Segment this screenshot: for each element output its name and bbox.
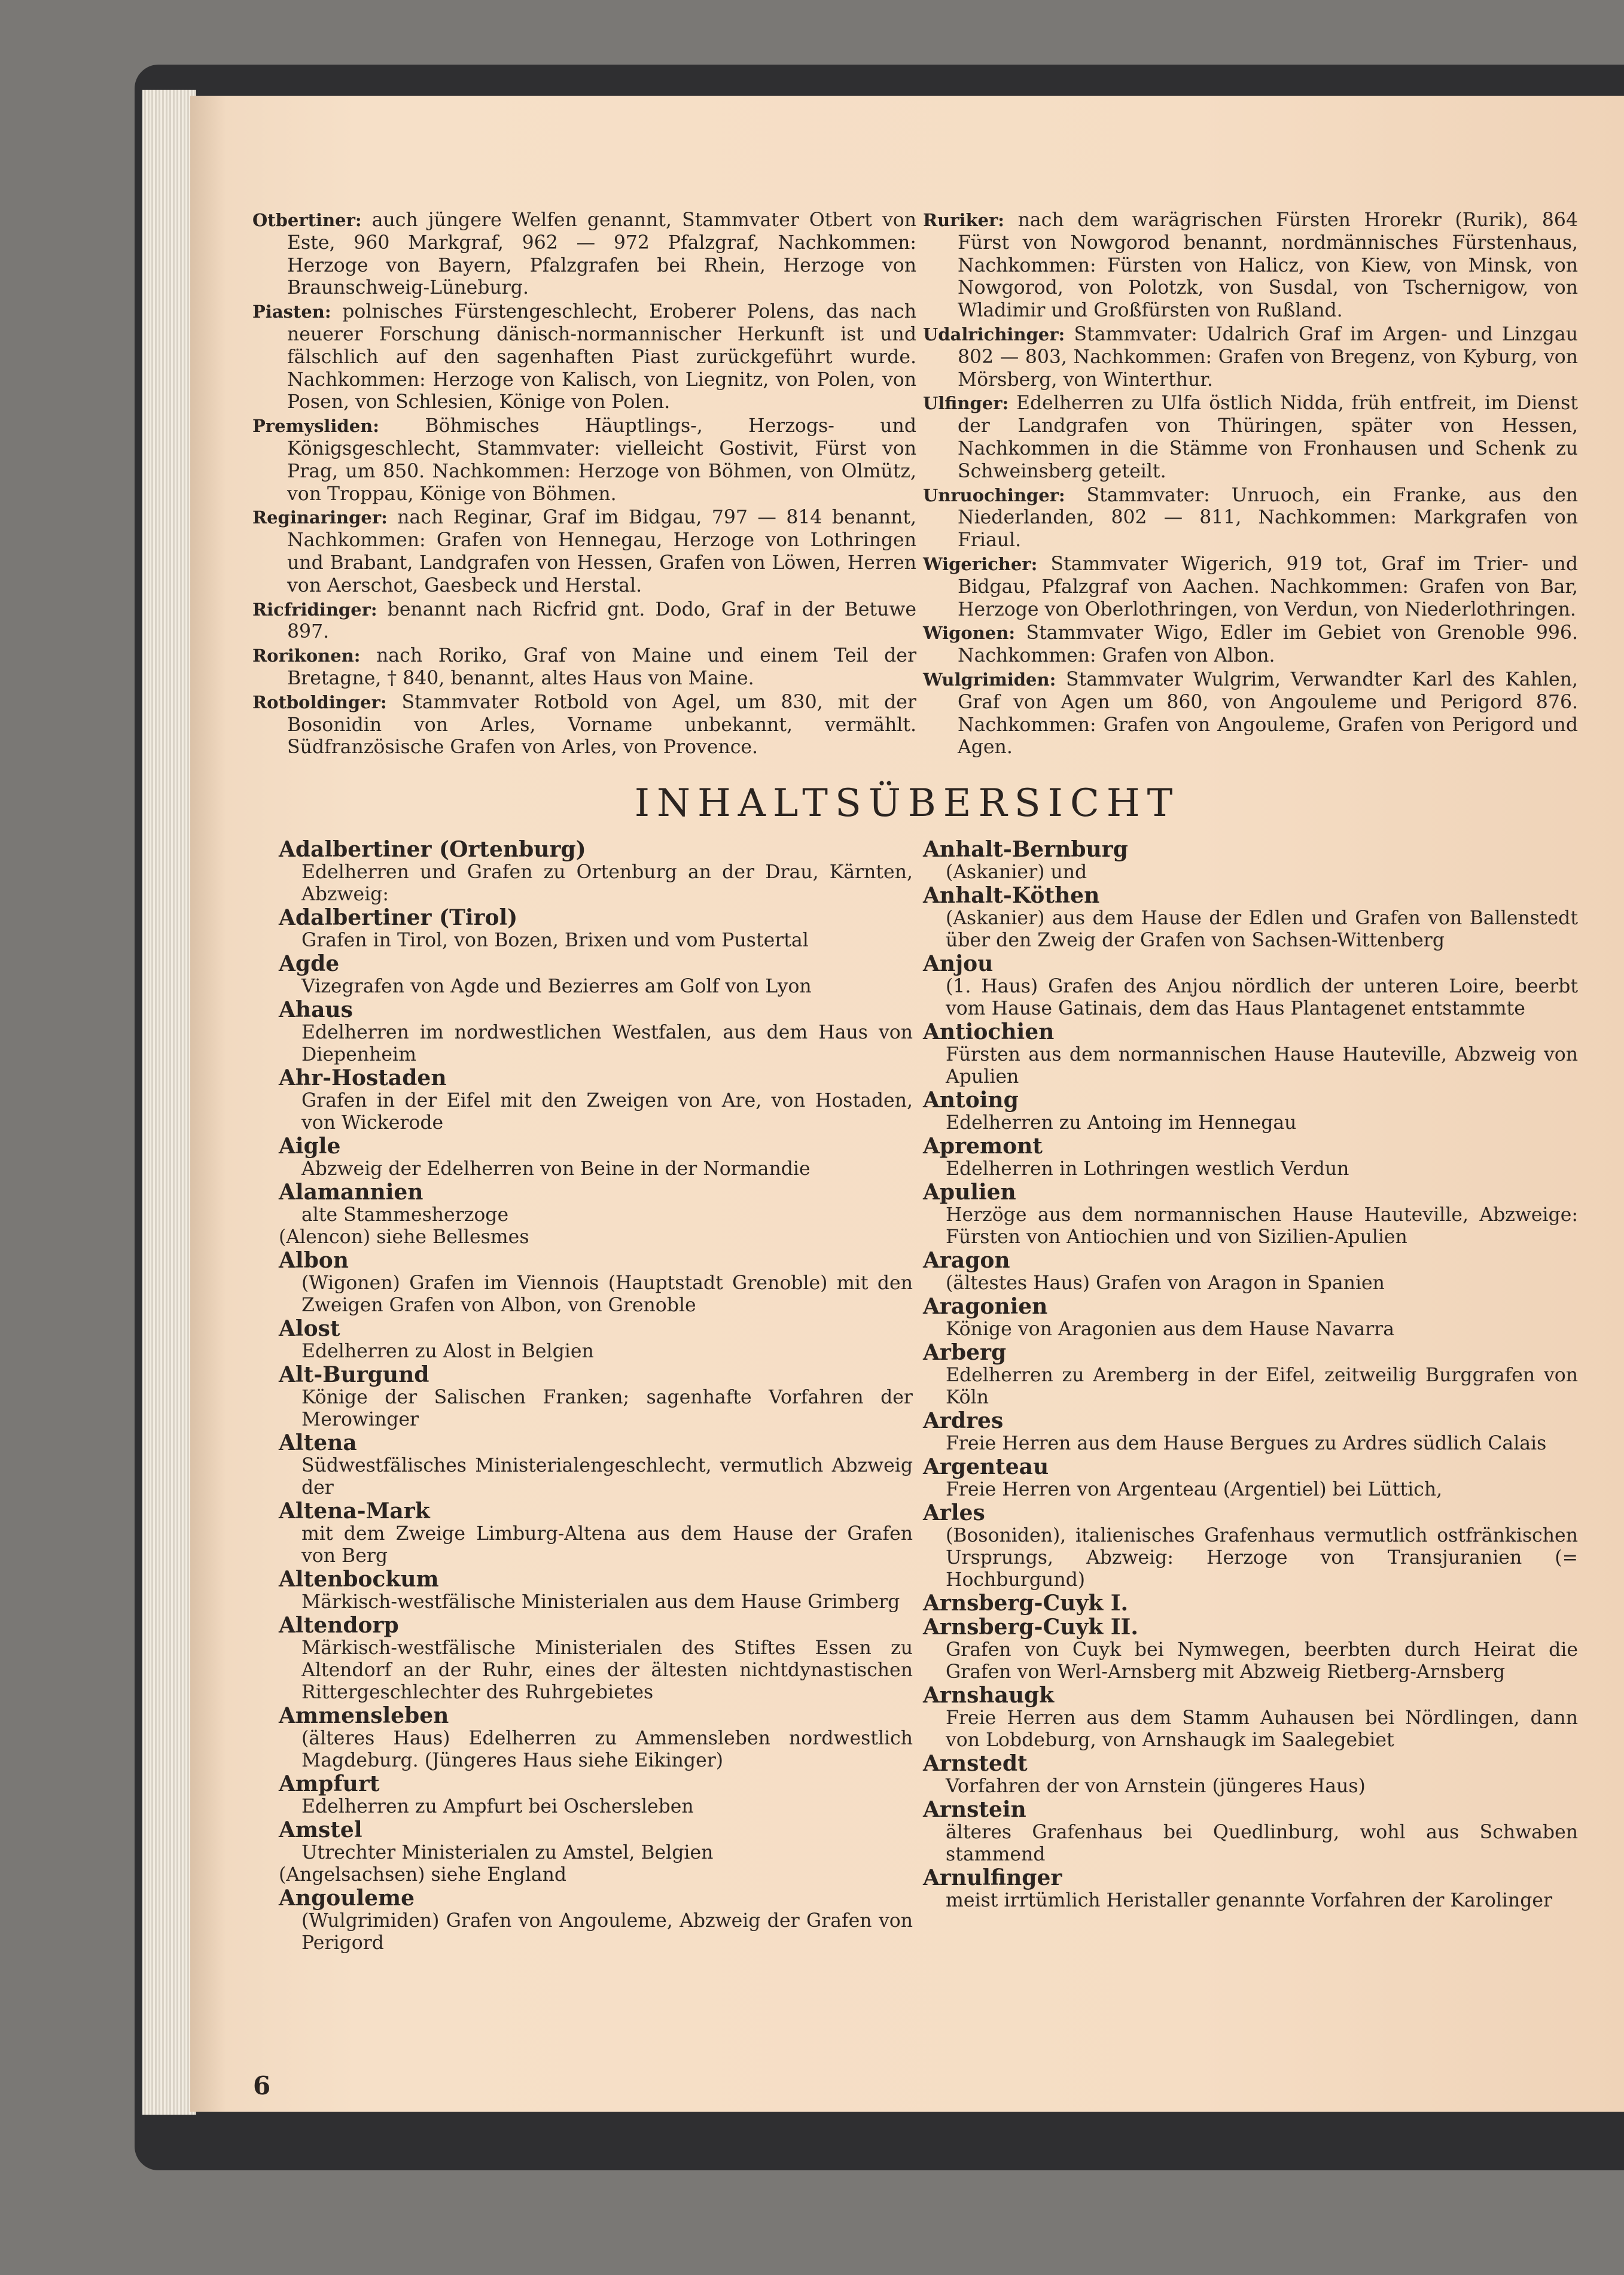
glossary-entry bbox=[923, 392, 1578, 483]
contents-entry bbox=[279, 1613, 913, 1704]
glossary-column-left bbox=[252, 209, 916, 760]
contents-description: (Bosoniden), italienisches Grafenhaus vermutlich ostfränkischen Ursprungs, Abzweig: Herzoge von Transjuranien (= Hochburgund) bbox=[946, 1525, 1578, 1591]
contents-heading: Angouleme bbox=[279, 1886, 415, 1911]
contents-description: Grafen in der Eifel mit den Zweigen von Are, von Hostaden, von Wickerode bbox=[301, 1090, 913, 1134]
contents-description: Südwestfälisches Ministerialengeschlecht, vermutlich Abzweig der bbox=[301, 1455, 913, 1499]
contents-entry bbox=[923, 1341, 1578, 1409]
glossary-term: Premysliden: bbox=[252, 416, 379, 437]
contents-entry bbox=[923, 1591, 1578, 1615]
contents-description: Märkisch-westfälische Ministerialen aus dem Hause Grimberg bbox=[301, 1591, 900, 1613]
glossary-entry bbox=[252, 692, 916, 759]
contents-entry bbox=[279, 1363, 913, 1431]
contents-description: Edelherren zu Ampfurt bei Oschersleben bbox=[301, 1796, 694, 1817]
contents-heading: Aigle bbox=[279, 1134, 341, 1159]
contents-heading: Altenbockum bbox=[279, 1567, 439, 1592]
glossary-entry bbox=[923, 485, 1578, 552]
contents-entry bbox=[923, 1248, 1578, 1295]
contents-heading: Antoing bbox=[923, 1088, 1019, 1113]
contents-heading: Alamannien bbox=[279, 1180, 423, 1205]
contents-entry bbox=[279, 1248, 913, 1317]
contents-heading: Adalbertiner (Ortenburg) bbox=[279, 837, 586, 862]
contents-heading: Arnstedt bbox=[923, 1751, 1028, 1776]
contents-heading: Ammensleben bbox=[279, 1703, 449, 1728]
contents-heading: Adalbertiner (Tirol) bbox=[279, 905, 518, 930]
contents-description: meist irrtümlich Heristaller genannte Vorfahren der Karolinger bbox=[946, 1890, 1553, 1911]
contents-heading: Arnsberg-Cuyk II. bbox=[923, 1615, 1138, 1640]
contents-entry bbox=[923, 1752, 1578, 1798]
contents-entry bbox=[279, 1772, 913, 1818]
contents-heading: Arles bbox=[923, 1500, 985, 1525]
contents-cross-reference: (Angelsachsen) siehe England bbox=[279, 1864, 567, 1886]
glossary-entry bbox=[923, 622, 1578, 668]
contents-heading: Altena bbox=[279, 1430, 357, 1455]
page-gutter-shadow bbox=[190, 96, 226, 2112]
contents-entry bbox=[923, 1683, 1578, 1752]
contents-heading: Ampfurt bbox=[279, 1771, 380, 1796]
book-page bbox=[190, 96, 1624, 2112]
contents-heading: Anjou bbox=[923, 951, 994, 976]
glossary-text: nach Roriko, Graf von Maine und einem Teil der Bretagne, † 840, benannt, altes Haus von Maine. bbox=[287, 645, 917, 689]
glossary-entry bbox=[252, 415, 916, 505]
contents-entry bbox=[923, 1501, 1578, 1591]
contents-description: Edelherren und Grafen zu Ortenburg an der Drau, Kärnten, Abzweig: bbox=[301, 861, 913, 905]
contents-description: Edelherren zu Aremberg in der Eifel, zeitweilig Burggrafen von Köln bbox=[946, 1365, 1578, 1408]
contents-description: Freie Herren aus dem Stamm Auhausen bei Nördlingen, dann von Lobdeburg, von Arnshaugk im Saalegebiet bbox=[946, 1707, 1578, 1751]
contents-entry bbox=[923, 1455, 1578, 1501]
page-number: 6 bbox=[253, 2071, 271, 2100]
contents-entry bbox=[279, 1317, 913, 1363]
contents-description: alte Stammesherzoge bbox=[301, 1204, 509, 1226]
contents-description: Vizegrafen von Agde und Bezierres am Golf von Lyon bbox=[301, 976, 812, 997]
contents-entry bbox=[923, 1180, 1578, 1248]
glossary-text: polnisches Fürstengeschlecht, Eroberer Polens, das nach neuerer Forschung dänisch-normannischer Herkunft ist und fälschlich auf den sagenhaften Piast zurückgeführt wurde. Nachkommen: Herzoge von Kalisch, von Liegnitz, von Polen, von Posen, von Schlesien, Könige von Polen. bbox=[287, 301, 916, 413]
glossary-text: Stammvater: Unruoch, ein Franke, aus den Niederlanden, 802 — 811, Nachkommen: Markgrafen von Friaul. bbox=[958, 484, 1578, 552]
contents-heading: Ahr-Hostaden bbox=[279, 1065, 447, 1091]
contents-column-right bbox=[923, 837, 1578, 1912]
glossary-term: Rotboldinger: bbox=[252, 692, 387, 712]
glossary-term: Piasten: bbox=[252, 301, 331, 322]
contents-description: mit dem Zweige Limburg-Altena aus dem Hause der Grafen von Berg bbox=[301, 1523, 913, 1567]
glossary-entry bbox=[252, 507, 916, 597]
contents-entry bbox=[279, 1066, 913, 1134]
glossary-text: Edelherren zu Ulfa östlich Nidda, früh entfreit, im Dienst der Landgrafen von Thüringen, später von Hessen, Nachkommen in die Stämme von Fronhausen und Schenk zu Schweinsberg geteilt. bbox=[958, 392, 1579, 482]
contents-description: (ältestes Haus) Grafen von Aragon in Spanien bbox=[946, 1272, 1385, 1294]
glossary-entry bbox=[252, 209, 916, 300]
contents-heading: Altendorp bbox=[279, 1613, 399, 1638]
contents-entry bbox=[923, 952, 1578, 1020]
glossary-term: Unruochinger: bbox=[923, 485, 1065, 505]
contents-description: Utrechter Ministerialen zu Amstel, Belgien bbox=[301, 1842, 714, 1863]
page-title: INHALTSÜBERSICHT bbox=[634, 781, 1180, 826]
glossary-term: Ruriker: bbox=[923, 210, 1005, 230]
contents-description: (Wigonen) Grafen im Viennois (Hauptstadt Grenoble) mit den Zweigen Grafen von Albon, von Grenoble bbox=[301, 1272, 913, 1316]
glossary-text: benannt nach Ricfrid gnt. Dodo, Graf in der Betuwe 897. bbox=[287, 598, 917, 643]
contents-description: Freie Herren aus dem Hause Bergues zu Ardres südlich Calais bbox=[946, 1433, 1547, 1454]
contents-description: (älteres Haus) Edelherren zu Ammensleben nordwestlich Magdeburg. (Jüngeres Haus siehe Eikinger) bbox=[301, 1728, 913, 1771]
contents-entry bbox=[923, 1409, 1578, 1455]
contents-heading: Anhalt-Bernburg bbox=[923, 837, 1128, 862]
contents-entry bbox=[279, 1704, 913, 1772]
glossary-text: Böhmisches Häuptlings-, Herzogs- und Königsgeschlecht, Stammvater: vielleicht Gostivit, Fürst von Prag, um 850. Nachkommen: Herzoge von Böhmen, von Olmütz, von Troppau, Könige von Böhmen. bbox=[287, 415, 917, 505]
glossary-text: Stammvater Wigo, Edler im Gebiet von Grenoble 996. Nachkommen: Grafen von Albon. bbox=[958, 622, 1578, 667]
glossary-term: Ulfinger: bbox=[923, 393, 1009, 414]
contents-heading: Altena-Mark bbox=[279, 1499, 430, 1524]
glossary-entry bbox=[923, 324, 1578, 391]
glossary-text: nach Reginar, Graf im Bidgau, 797 — 814 benannt, Nachkommen: Grafen von Hennegau, Herzoge von Lothringen und Brabant, Landgrafen von Hessen, Grafen von Löwen, Herren von Aerschot, Gaesbeck und Herstal. bbox=[287, 507, 917, 596]
contents-cross-reference: (Alencon) siehe Bellesmes bbox=[279, 1226, 529, 1248]
contents-entry bbox=[923, 1615, 1578, 1683]
glossary-text: Stammvater Wigerich, 919 tot, Graf im Trier- und Bidgau, Pfalzgraf von Aachen. Nachkommen: Grafen von Bar, Herzoge von Oberlothringen, von Verdun, von Niederlothringen. bbox=[958, 553, 1578, 620]
glossary-text: Stammvater: Udalrich Graf im Argen- und Linzgau 802 — 803, Nachkommen: Grafen von Bregenz, von Kyburg, von Mörsberg, von Winterthur. bbox=[958, 323, 1578, 391]
contents-entry bbox=[279, 1567, 913, 1613]
contents-entry bbox=[279, 837, 913, 906]
glossary-column-right bbox=[923, 209, 1578, 760]
glossary-term: Wigonen: bbox=[923, 623, 1016, 644]
contents-entry bbox=[279, 1431, 913, 1499]
contents-column-left bbox=[279, 837, 913, 1954]
glossary-entry bbox=[923, 209, 1578, 322]
contents-entry bbox=[923, 837, 1578, 884]
contents-entry bbox=[279, 1134, 913, 1180]
contents-description: älteres Grafenhaus bei Quedlinburg, wohl aus Schwaben stammend bbox=[946, 1822, 1578, 1865]
contents-heading: Alt-Burgund bbox=[279, 1362, 429, 1387]
contents-heading: Arnsberg-Cuyk I. bbox=[923, 1591, 1129, 1616]
glossary-entry bbox=[923, 669, 1578, 759]
contents-description: Edelherren zu Alost in Belgien bbox=[301, 1341, 594, 1362]
contents-entry bbox=[279, 906, 913, 952]
glossary-entry bbox=[252, 301, 916, 414]
contents-description: Märkisch-westfälische Ministerialen des Stiftes Essen zu Altendorf an der Ruhr, eines der ältesten nichtdynastischen Rittergeschlechter des Ruhrgebietes bbox=[301, 1637, 913, 1703]
glossary-text: Stammvater Rotbold von Agel, um 830, mit der Bosonidin von Arles, Vorname unbekannt, vermählt. Südfranzösische Grafen von Arles, von Provence. bbox=[287, 691, 916, 759]
glossary-entry bbox=[252, 599, 916, 644]
contents-description: Edelherren zu Antoing im Hennegau bbox=[946, 1112, 1297, 1134]
contents-description: Abzweig der Edelherren von Beine in der Normandie bbox=[301, 1158, 811, 1180]
contents-entry bbox=[279, 1180, 913, 1248]
glossary-text: Stammvater Wulgrim, Verwandter Karl des Kahlen, Graf von Agen um 860, von Angouleme und Perigord 876. Nachkommen: Grafen von Angouleme, Grafen von Perigord und Agen. bbox=[958, 668, 1578, 759]
glossary-term: Ricfridinger: bbox=[252, 599, 377, 620]
contents-description: Fürsten aus dem normannischen Hause Hauteville, Abzweig von Apulien bbox=[946, 1044, 1578, 1088]
contents-entry bbox=[923, 1295, 1578, 1341]
contents-description: Vorfahren der von Arnstein (jüngeres Haus) bbox=[946, 1775, 1366, 1797]
glossary-term: Reginaringer: bbox=[252, 507, 388, 528]
contents-heading: Arberg bbox=[923, 1340, 1007, 1365]
glossary-text: nach dem warägrischen Fürsten Hrorekr (Rurik), 864 Fürst von Nowgorod benannt, nordmännisches Fürstenhaus, Nachkommen: Fürsten von Halicz, von Kiew, von Minsk, von Nowgorod, von Polotzk, von Susdal, von Tschernigow, von Wladimir und Großfürsten von Rußland. bbox=[958, 209, 1579, 322]
contents-heading: Arnshaugk bbox=[923, 1683, 1055, 1708]
page-edges bbox=[142, 90, 196, 2115]
contents-entry bbox=[279, 998, 913, 1066]
contents-heading: Antiochien bbox=[923, 1019, 1055, 1044]
contents-entry bbox=[279, 1499, 913, 1567]
glossary-text: auch jüngere Welfen genannt, Stammvater Otbert von Este, 960 Markgraf, 962 — 972 Pfalzgraf, Nachkommen: Herzoge von Bayern, Pfalzgrafen bei Rhein, Herzoge von Braunschweig-Lüneburg. bbox=[287, 209, 917, 299]
contents-heading: Ardres bbox=[923, 1408, 1004, 1433]
contents-heading: Arnulfinger bbox=[923, 1865, 1062, 1890]
contents-heading: Arnstein bbox=[923, 1797, 1026, 1822]
glossary-term: Wigericher: bbox=[923, 553, 1038, 574]
contents-heading: Ahaus bbox=[279, 997, 353, 1022]
glossary-entry bbox=[252, 645, 916, 690]
glossary-entry bbox=[923, 553, 1578, 621]
contents-entry bbox=[279, 952, 913, 998]
contents-entry bbox=[279, 1886, 913, 1954]
contents-description: Könige von Aragonien aus dem Hause Navarra bbox=[946, 1318, 1395, 1340]
contents-heading: Aragon bbox=[923, 1248, 1010, 1273]
glossary-term: Udalrichinger: bbox=[923, 324, 1065, 345]
glossary-term: Otbertiner: bbox=[252, 210, 362, 230]
contents-heading: Anhalt-Köthen bbox=[923, 883, 1100, 908]
contents-description: (Wulgrimiden) Grafen von Angouleme, Abzweig der Grafen von Perigord bbox=[301, 1910, 913, 1954]
contents-heading: Apremont bbox=[923, 1134, 1043, 1159]
contents-entry bbox=[923, 1134, 1578, 1180]
contents-description: Freie Herren von Argenteau (Argentiel) bei Lüttich, bbox=[946, 1479, 1443, 1500]
contents-heading: Amstel bbox=[279, 1817, 362, 1842]
glossary-term: Wulgrimiden: bbox=[923, 669, 1056, 690]
contents-description: Herzöge aus dem normannischen Hause Hauteville, Abzweige: Fürsten von Antiochien und von Sizilien-Apulien bbox=[946, 1204, 1578, 1248]
contents-heading: Aragonien bbox=[923, 1294, 1048, 1319]
contents-description: Grafen von Cuyk bei Nymwegen, beerbten durch Heirat die Grafen von Werl-Arnsberg mit Abzweig Rietberg-Arnsberg bbox=[946, 1639, 1578, 1683]
contents-entry bbox=[923, 1088, 1578, 1134]
contents-entry bbox=[923, 1020, 1578, 1088]
contents-description: (Askanier) aus dem Hause der Edlen und Grafen von Ballenstedt über den Zweig der Grafen von Sachsen-Wittenberg bbox=[946, 907, 1578, 951]
contents-description: Edelherren im nordwestlichen Westfalen, aus dem Haus von Diepenheim bbox=[301, 1022, 913, 1065]
contents-entry bbox=[923, 1798, 1578, 1866]
contents-heading: Alost bbox=[279, 1316, 340, 1341]
contents-heading: Agde bbox=[279, 951, 340, 976]
contents-description: Könige der Salischen Franken; sagenhafte Vorfahren der Merowinger bbox=[301, 1387, 913, 1430]
contents-description: Grafen in Tirol, von Bozen, Brixen und vom Pustertal bbox=[301, 930, 809, 951]
contents-description: (Askanier) und bbox=[946, 861, 1087, 883]
contents-heading: Apulien bbox=[923, 1180, 1016, 1205]
contents-entry bbox=[923, 884, 1578, 952]
contents-description: Edelherren in Lothringen westlich Verdun bbox=[946, 1158, 1349, 1180]
contents-entry bbox=[923, 1866, 1578, 1912]
glossary-term: Rorikonen: bbox=[252, 645, 361, 666]
contents-entry bbox=[279, 1818, 913, 1886]
contents-description: (1. Haus) Grafen des Anjou nördlich der unteren Loire, beerbt vom Hause Gatinais, dem das Haus Plantagenet entstammte bbox=[946, 976, 1578, 1019]
contents-heading: Albon bbox=[279, 1248, 349, 1273]
contents-heading: Argenteau bbox=[923, 1454, 1049, 1479]
